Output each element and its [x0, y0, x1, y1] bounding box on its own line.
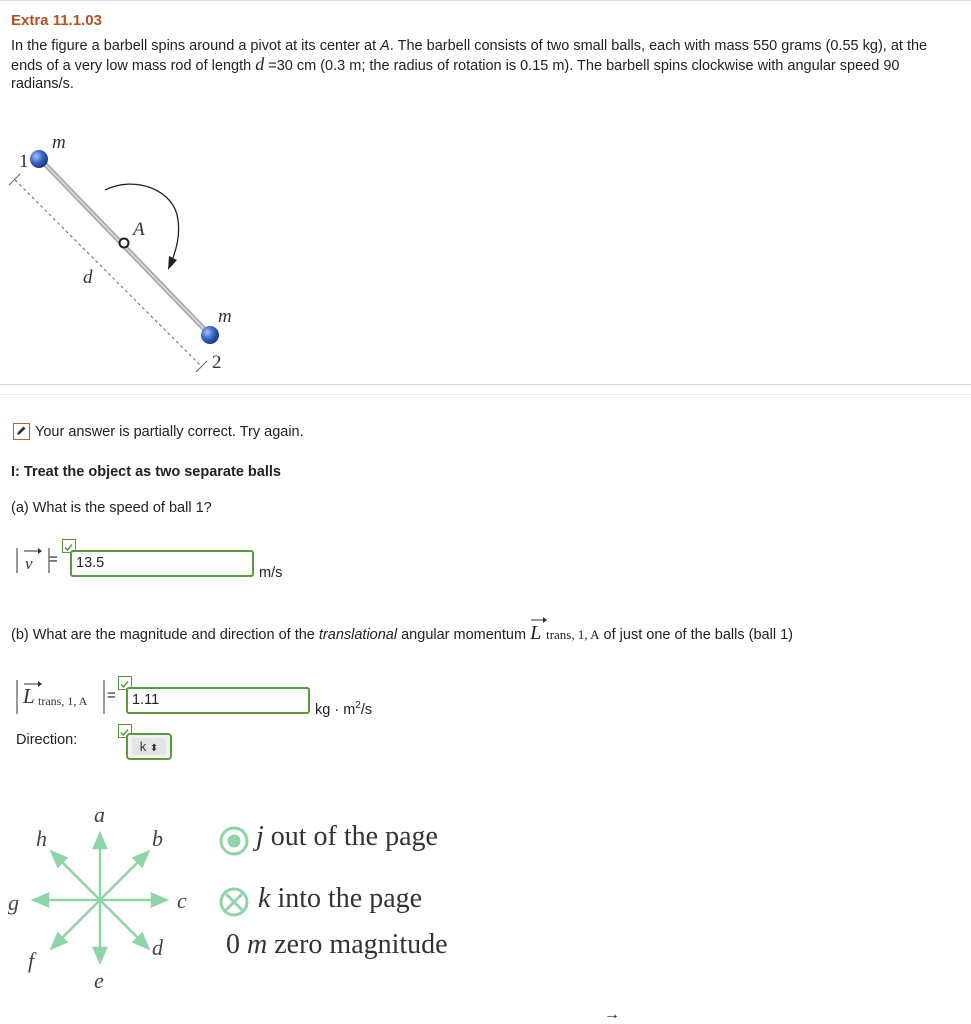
- section-divider-2: [0, 394, 971, 395]
- arrow-g-head: [34, 894, 48, 906]
- pivot-label: A: [133, 219, 145, 240]
- top-border: [0, 0, 971, 1]
- direction-value: k: [139, 739, 147, 754]
- select-arrows-icon: ⬍: [149, 743, 159, 754]
- arrow-a-head: [94, 834, 106, 848]
- status-text: Your answer is partially correct. Try again.: [35, 423, 304, 440]
- equals-sign-b: =: [107, 687, 116, 704]
- arrow-d: [100, 900, 140, 940]
- mass-label-2: m: [218, 306, 232, 327]
- part-title: I: Treat the object as two separate balls: [11, 464, 281, 480]
- label-c: c: [177, 888, 187, 913]
- legend-k: k into the page: [258, 883, 423, 914]
- rotation-arrowhead: [168, 256, 177, 270]
- ball-2: [201, 326, 219, 344]
- problem-title: Extra 11.1.03: [11, 12, 102, 29]
- arrow-f: [60, 900, 100, 940]
- next-arrow-icon[interactable]: →: [604, 1006, 620, 1023]
- barbell-figure: [0, 120, 260, 380]
- angular-momentum-unit: kg · $m^2/s$: [315, 700, 373, 718]
- pivot-point: [120, 239, 129, 248]
- label-d: d: [152, 935, 163, 960]
- angular-momentum-symbol: [15, 678, 105, 718]
- label-e: e: [94, 968, 104, 993]
- problem-statement: In the figure a barbell spins around a pivot at its center at A. The barbell consists of two small balls, each with mass 550 grams (0.55 kg), at the ends of a very low mass rod of length d =30 cm (0.3 m; the radius of rotation is 0.15 m). The barbell spins clockwise with angular speed 90 radians/s.: [11, 38, 928, 92]
- direction-compass: [0, 800, 210, 1000]
- arrow-h: [60, 860, 100, 900]
- out-of-page-icon: [218, 825, 252, 859]
- label-a: a: [94, 802, 105, 827]
- into-page-icon: [218, 886, 252, 920]
- question-b-prompt: (b) What are the magnitude and direction of the translational angular momentum L trans, 1, A of just one of the balls (ball 1): [11, 622, 966, 645]
- arrow-b: [100, 860, 140, 900]
- label-g: g: [8, 890, 19, 915]
- label-h: h: [36, 826, 47, 851]
- section-divider: [0, 384, 971, 385]
- mass-label-1: m: [52, 132, 66, 153]
- direction-select[interactable]: [126, 733, 172, 760]
- arrow-c-head: [152, 894, 166, 906]
- svg-text:L: L: [23, 684, 35, 708]
- legend-zero: 0 m zero magnitude: [226, 929, 448, 960]
- length-label: d: [83, 267, 93, 288]
- speed-input[interactable]: 13.5: [70, 550, 254, 577]
- pencil-icon: [13, 423, 30, 440]
- ball-1: [30, 150, 48, 168]
- label-b: b: [152, 826, 163, 851]
- arrow-e-head: [94, 948, 106, 962]
- angular-momentum-input[interactable]: 1.11: [126, 687, 310, 714]
- direction-label: Direction:: [16, 732, 78, 748]
- legend-j: j out of the page: [256, 821, 438, 852]
- svg-text:trans, 1, A: trans, 1, A: [38, 694, 88, 708]
- svg-text:v: v: [25, 554, 33, 573]
- feedback-status: [13, 423, 304, 440]
- equals-sign-a: =: [49, 551, 58, 568]
- question-a-prompt: (a) What is the speed of ball 1?: [11, 500, 212, 516]
- speed-unit: m/s: [259, 565, 283, 581]
- label-f: f: [28, 948, 35, 973]
- ball-2-label: 2: [212, 352, 222, 373]
- ball-1-label: 1: [19, 151, 29, 172]
